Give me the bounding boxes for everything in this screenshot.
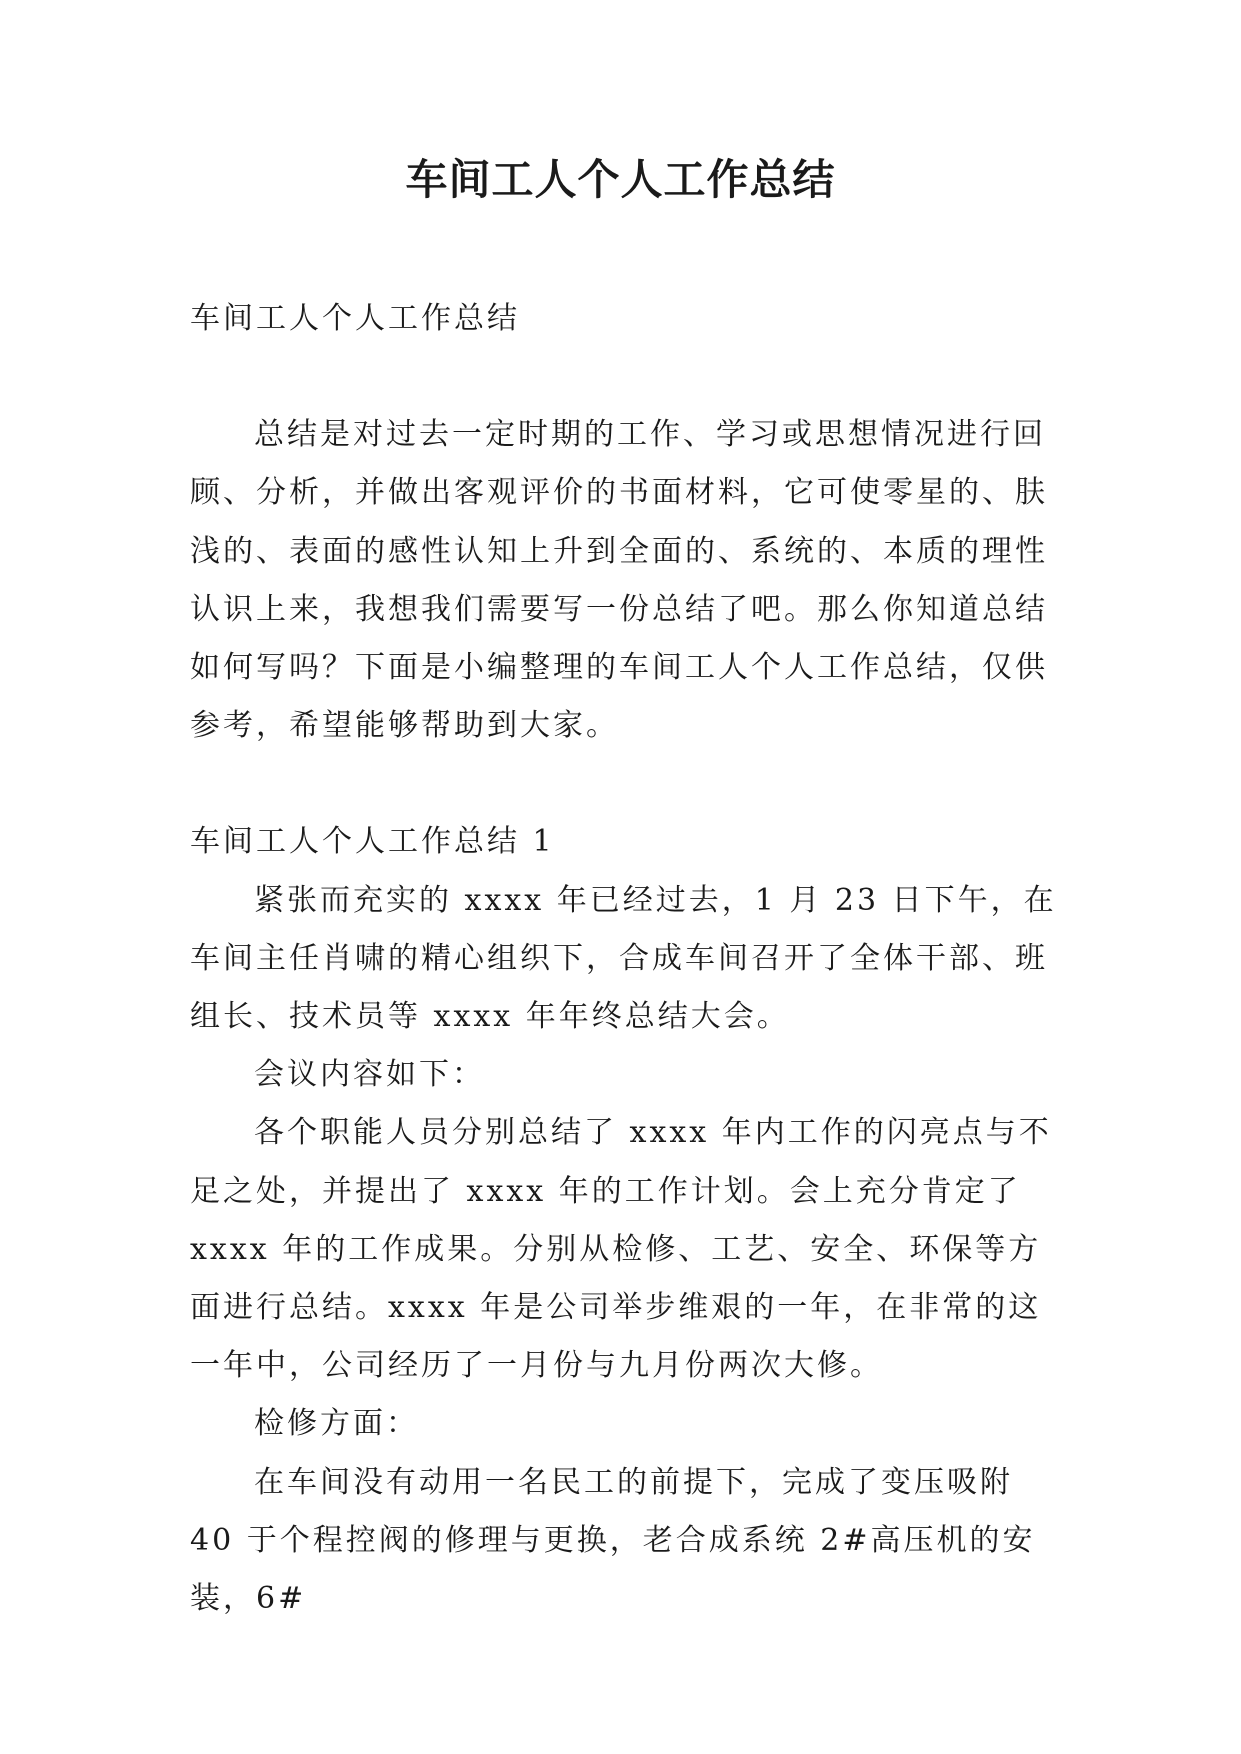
intro-paragraph: 总结是对过去一定时期的工作、学习或思想情况进行回顾、分析，并做出客观评价的书面材料，它可使零星的、肤浅的、表面的感性认知上升到全面的、系统的、本质的理性认识上来，我想我们需要写一份总结了吧。那么你知道总结如何写吗？下面是小编整理的车间工人个人工作总结，仅供参考，希望能够帮助到大家。: [190, 417, 1048, 744]
body-paragraph: 在车间没有动用一名民工的前提下，完成了变压吸附 40 于个程控阀的修理与更换，老合成系统 2#高压机的安装，6#: [190, 1464, 1036, 1617]
body-paragraph: 各个职能人员分别总结了 xxxx 年内工作的闪亮点与不足之处，并提出了 xxxx 年的工作计划。会上充分肯定了 xxxx 年的工作成果。分别从检修、工艺、安全、环保等方面进行总结。xxxx 年是公司举步维艰的一年，在非常的这一年中，公司经历了一月份与九月份两次大修。: [190, 1115, 1052, 1384]
body-paragraph: 检修方面：: [254, 1406, 419, 1442]
paragraph-spacer: [190, 755, 1058, 813]
document-title: 车间工人个人工作总结: [405, 155, 836, 204]
document-body: [190, 290, 1058, 1628]
document-subtitle: 车间工人个人工作总结: [190, 301, 520, 336]
body-paragraph: 会议内容如下：: [254, 1057, 485, 1093]
paragraph-spacer: [190, 348, 1058, 406]
section-heading: 车间工人个人工作总结 1: [190, 824, 555, 860]
body-paragraph: 紧张而充实的 xxxx 年已经过去，1 月 23 日下午，在车间主任肖啸的精心组织下，合成车间召开了全体干部、班组长、技术员等 xxxx 年年终总结大会。: [190, 882, 1057, 1035]
